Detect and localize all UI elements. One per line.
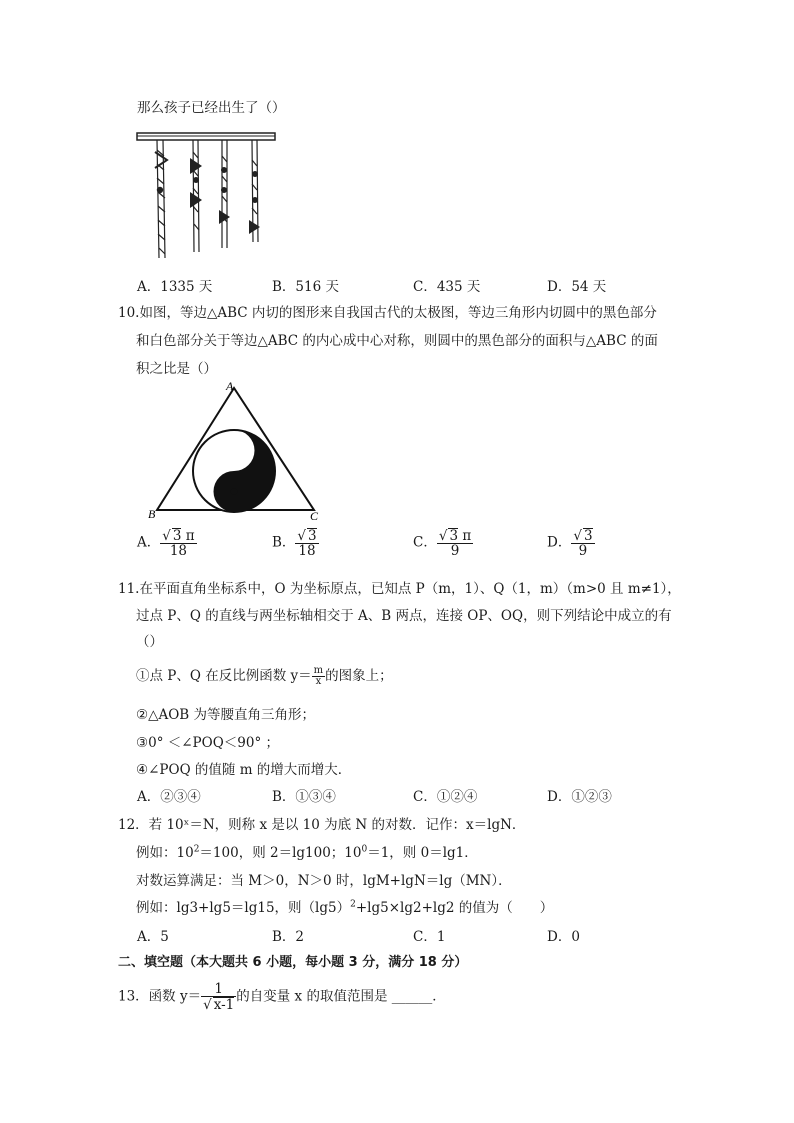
q12-option-d: D．0 bbox=[547, 929, 580, 945]
q11-statement-4: ④∠POQ 的值随 m 的增大而增大． bbox=[136, 762, 352, 778]
q9-option-c: C．435 天 bbox=[413, 279, 481, 295]
q9-option-a: A．1335 天 bbox=[137, 279, 213, 295]
q11-s1-post: 的图象上； bbox=[325, 668, 393, 684]
section-heading: 二、填空题（本大题共 6 小题，每小题 3 分，满分 18 分） bbox=[118, 955, 468, 970]
q13-post: 的自变量 x 的取值范围是 bbox=[236, 988, 388, 1005]
vertex-c-label: C bbox=[310, 509, 319, 523]
rope-knots-figure bbox=[135, 130, 280, 262]
q10-line-2: 和白色部分关于等边△ABC 的内心成中心对称，则圆中的黑色部分的面积与△ABC 的面 bbox=[136, 333, 658, 349]
q11-statement-3: ③0° ＜∠POQ＜90° ； bbox=[136, 735, 279, 751]
q10-option-c bbox=[413, 528, 473, 558]
q9-text: 那么孩子已经出生了（） bbox=[137, 100, 286, 116]
q10-option-d-letter: D． bbox=[547, 534, 572, 551]
q10-line-1: 10.如图，等边△ABC 内切的图形来自我国古代的太极图，等边三角形内切圆中的黑色部分 bbox=[118, 305, 657, 321]
vertex-b-label: B bbox=[148, 507, 156, 521]
q11-option-c: C．①②④ bbox=[413, 789, 478, 805]
q13-answer-blank: ______ bbox=[391, 988, 433, 1005]
q12-line-1: 12．若 10ˣ＝N，则称 x 是以 10 为底 N 的对数．记作：x＝lgN． bbox=[118, 817, 526, 833]
q12-option-c: C．1 bbox=[413, 929, 446, 945]
q11-statement-2: ②△AOB 为等腰直角三角形； bbox=[136, 707, 316, 723]
q11-statement-1 bbox=[136, 664, 393, 688]
q11-option-b: B．①③④ bbox=[272, 789, 336, 805]
q10-option-d-fraction: $\frac{√ 3}{9}$ bbox=[573, 528, 593, 560]
q12-option-a: A．5 bbox=[137, 929, 169, 945]
q10-option-a-fraction: $\frac{√ 3 \pi}{18}$ bbox=[162, 528, 195, 560]
q12-line-3: 对数运算满足：当 M＞0，N＞0 时，lgM+lgN＝lg（MN）． bbox=[136, 873, 512, 889]
q10-option-a bbox=[137, 528, 197, 558]
vertex-a-label: A bbox=[226, 379, 234, 393]
q11-line-1: 11.在平面直角坐标系中，O 为坐标原点，已知点 P（m，1）、Q（1，m）（m>0 且 m≠1）， bbox=[118, 581, 681, 597]
q13-fraction: $\frac{1}{√ x-1}$ bbox=[203, 981, 235, 1014]
q10-option-a-letter: A． bbox=[137, 534, 161, 551]
q12-option-b: B．2 bbox=[272, 929, 305, 945]
q12-line-4: 例如：lg3+lg5＝lg15，则$(\lg 5)^2+\lg 5\times\lg 2+\lg 2$ 的值为（ ） bbox=[136, 899, 554, 916]
q11-option-d: D．①②③ bbox=[547, 789, 612, 805]
q10-option-b bbox=[272, 528, 319, 558]
q11-line-3: （） bbox=[136, 634, 163, 650]
q10-line-3: 积之比是（） bbox=[136, 361, 217, 377]
q13-pre: 13．函数 y＝ bbox=[118, 988, 202, 1005]
q10-option-c-fraction: $\frac{√ 3 \pi}{9}$ bbox=[438, 528, 472, 560]
q13: 13．函数 y＝ $\frac{1}{√ x-1}$ 的自变量 x 的取值范围是 ______． bbox=[118, 981, 446, 1014]
q11-s1-pre: ①点 P、Q 在反比例函数 y＝ bbox=[136, 668, 312, 684]
q9-option-b: B．516 天 bbox=[272, 279, 339, 295]
q11-option-a: A．②③④ bbox=[137, 789, 201, 805]
q10-option-d bbox=[547, 528, 595, 558]
q12-line-2: 例如：$10^2=100$，则 2＝lg100；$10^0=1$，则 0＝lg1． bbox=[136, 844, 478, 861]
q10-option-b-fraction: $\frac{√ 3}{18}$ bbox=[297, 528, 317, 560]
q9-option-d: D．54 天 bbox=[547, 279, 607, 295]
q10-option-c-letter: C． bbox=[413, 534, 437, 551]
taiji-triangle-figure bbox=[140, 378, 330, 524]
q11-s1-fraction: $\frac{m}{x}$ bbox=[313, 664, 324, 687]
q11-line-2: 过点 P、Q 的直线与两坐标轴相交于 A、B 两点，连接 OP、OQ，则下列结论中成立的有 bbox=[136, 608, 672, 624]
q10-option-b-letter: B． bbox=[272, 534, 296, 551]
